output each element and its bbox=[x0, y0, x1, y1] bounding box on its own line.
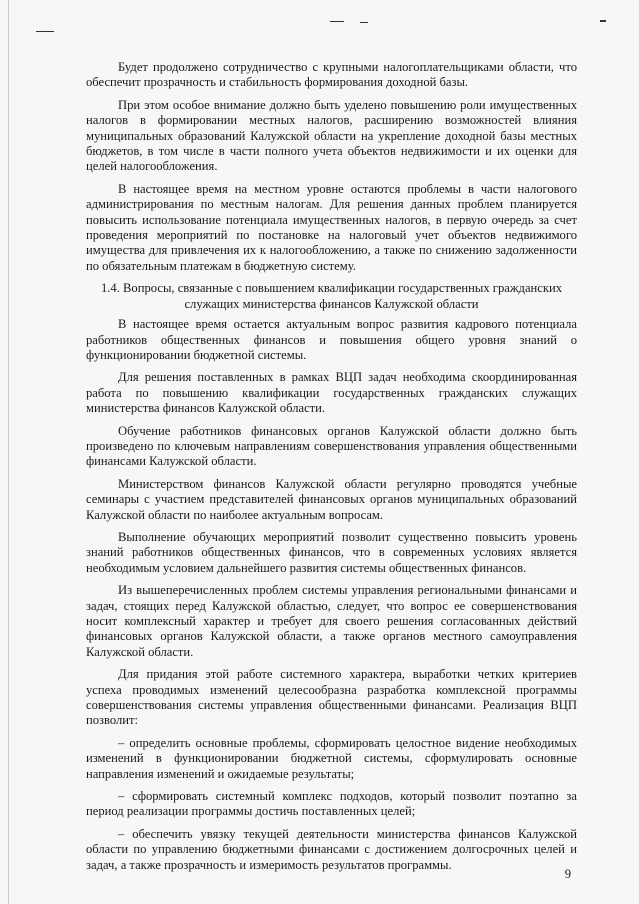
scan-edge bbox=[8, 0, 9, 904]
paragraph: Из вышеперечисленных проблем системы управления региональными финансами и задач, стоящих перед Калужской областью, следует, что вопрос ее совершенствования носит комплексный характер и требует для своего решения согласованных действий финансовых органов Калужской области, а также органов местного самоуправления Калужской области. bbox=[86, 583, 577, 659]
list-item: – сформировать системный комплекс подходов, который позволит поэтапно за период реализации программы достичь поставленных целей; bbox=[86, 789, 577, 819]
list-item: – обеспечить увязку текущей деятельности министерства финансов Калужской области по управлению бюджетными финансами с достижением долгосрочных целей и задач, а также прозрачность и измеримость результатов программы. bbox=[86, 826, 577, 872]
section-heading: 1.4. Вопросы, связанные с повышением квалификации государственных гражданских служащих министерства финансов Калужской области bbox=[100, 281, 563, 311]
scan-artifact bbox=[330, 21, 344, 22]
paragraph: Министерством финансов Калужской области регулярно проводятся учебные семинары с участием представителей финансовых органов муниципальных образований Калужской области по наиболее актуальным вопросам. bbox=[86, 476, 577, 522]
scan-artifact bbox=[600, 20, 606, 22]
paragraph: В настоящее время остается актуальным вопрос развития кадрового потенциала работников общественных финансов и повышения общего уровня знаний о функционировании бюджетной системы. bbox=[86, 317, 577, 362]
document-body bbox=[86, 60, 577, 880]
paragraph: Обучение работников финансовых органов Калужской области должно быть произведено по ключевым направлениям совершенствования управления общественными финансами Калужской области. bbox=[86, 423, 577, 469]
paragraph: Для решения поставленных в рамках ВЦП задач необходима скоординированная работа по повышению квалификации государственных гражданских служащих министерства финансов Калужской области. bbox=[86, 370, 577, 416]
paragraph: В настоящее время на местном уровне остаются проблемы в части налогового администрирования по местным налогам. Для решения данных проблем планируется повысить использование потенциала имущественных налогов, в первую очередь за счет проведения мероприятий по постановке на налоговый учет объектов недвижимого имущества для привлечения их к налогообложению, а также по снижению задолженности по обязательным платежам в бюджетную систему. bbox=[86, 181, 577, 273]
scan-artifact bbox=[360, 22, 368, 23]
paragraph: Выполнение обучающих мероприятий позволит существенно повысить уровень знаний работников общественных финансов, что в современных условиях является необходимым условием дальнейшего развития системы общественных финансов. bbox=[86, 529, 577, 575]
paragraph: Для придания этой работе системного характера, выработки четких критериев успеха проводимых изменений целесообразна разработка комплексной программы совершенствования системы управления общественными финансами. Реализация ВЦП позволит: bbox=[86, 667, 577, 728]
scan-artifact bbox=[36, 31, 54, 32]
page-number: 9 bbox=[564, 867, 571, 881]
paragraph: При этом особое внимание должно быть уделено повышению роли имущественных налогов в формировании местных налогов, расширению возможностей влияния муниципальных образований Калужской области на укрепление доходной базы местных бюджетов, в том числе в части полного учета объектов недвижимости и их оценки для целей налогообложения. bbox=[86, 97, 577, 174]
list-item: – определить основные проблемы, сформировать целостное видение необходимых изменений в функционировании бюджетной системы, сформулировать основные направления изменений и ожидаемые результаты; bbox=[86, 735, 577, 781]
paragraph: Будет продолжено сотрудничество с крупными налогоплательщиками области, что обеспечит прозрачность и стабильность формирования доходной базы. bbox=[86, 60, 577, 90]
